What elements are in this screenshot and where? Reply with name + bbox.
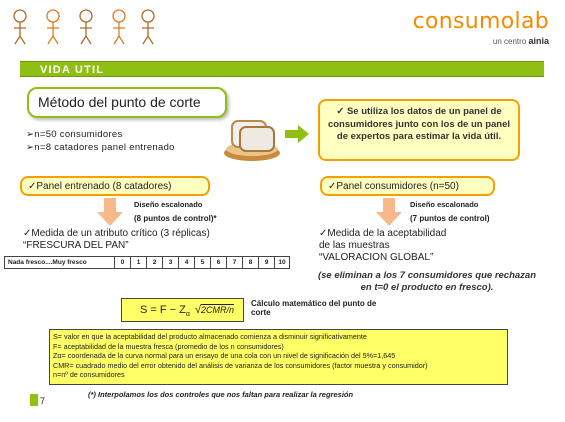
scale-value: 0	[115, 257, 131, 268]
formula-radicand: 2CMR/n	[201, 305, 235, 315]
bullet-text: n=50 consumidores	[34, 129, 123, 140]
sample-bullet-list	[26, 128, 175, 154]
control-points-text: (7 puntos de control)	[410, 214, 490, 223]
section-header-bar: VIDA UTIL	[20, 61, 544, 77]
page-number: 7	[40, 396, 46, 406]
consumer-panel-tag: ✓Panel consumidores (n=50)	[320, 176, 495, 196]
consumolab-logo	[413, 10, 549, 46]
down-arrow-icon	[376, 198, 402, 226]
left-measure-text	[23, 228, 210, 252]
scale-value: 7	[227, 257, 243, 268]
freshness-scale	[4, 256, 290, 269]
left-design-label	[134, 200, 217, 223]
legend-line: S= valor en que la aceptabilidad del producto almacenado comienza a disminuir significativamente	[53, 332, 367, 341]
method-title-box: Método del punto de corte	[27, 87, 227, 118]
formula-subscript: α	[185, 311, 190, 319]
measure-line: “VALORACION GLOBAL”	[319, 252, 434, 263]
legend-line: CMR= cuadrado medio del error obtenido del análisis de varianza de los consumidores (factor muestra y consumidor)	[53, 360, 428, 370]
scale-value: 5	[195, 257, 211, 268]
scale-label: Nada fresco....Muy fresco	[5, 257, 115, 268]
formula-caption	[251, 299, 376, 317]
scale-value: 6	[211, 257, 227, 268]
scale-value: 10	[278, 259, 286, 266]
formula-expr: S = F − Z	[140, 304, 186, 316]
caption-line: corte	[251, 308, 271, 317]
scale-value: 8	[243, 257, 259, 268]
right-design-label	[410, 200, 490, 223]
sqrt-icon: √	[194, 304, 202, 316]
logo-subtitle	[413, 36, 549, 46]
right-measure-text	[319, 228, 446, 264]
scale-value: 3	[163, 257, 179, 268]
legend-line: Zα= coordenada de la curva normal para un ensayo de una cola con un nivel de significación del 5%=1,645	[53, 351, 396, 360]
measure-line: ✓Medida de la aceptabilidad	[319, 228, 447, 239]
measure-line: de las muestras	[319, 240, 390, 251]
exclusion-note: (se eliminan a los 7 consumidores que rechazan en t=0 el producto en fresco).	[317, 270, 537, 293]
trained-panel-tag: ✓Panel entrenado (8 catadores)	[20, 176, 210, 196]
scale-value: 4	[179, 257, 195, 268]
panel-info-box: ✓ Se utiliza los datos de un panel de consumidores junto con los de un panel de expertos para estimar la vida útil.	[318, 99, 520, 161]
bullet-item: ➢n=50 consumidores	[26, 129, 123, 140]
formula-box	[121, 298, 244, 322]
measure-line: “FRESCURA DEL PAN”	[23, 240, 129, 251]
legend-line: n=nº de consumidores	[53, 370, 125, 379]
scale-value: 1	[131, 257, 147, 268]
bullet-text: n=8 catadores panel entrenado	[34, 142, 175, 153]
formula-legend-box	[49, 329, 508, 385]
legend-line: F= aceptabilidad de la muestra fresca (promedio de los n consumidores)	[53, 341, 284, 351]
right-arrow-icon	[285, 125, 309, 143]
design-text: Diseño escalonado	[134, 200, 203, 209]
measure-line: ✓Medida de un atributo crítico (3 réplicas)	[23, 228, 210, 239]
scale-value: 9	[259, 257, 275, 268]
logo-main-text: consumolab	[412, 9, 549, 34]
logo-sub-prefix: un centro	[492, 37, 529, 46]
design-text: Diseño escalonado	[410, 200, 479, 209]
footnote: (*) Interpolamos los dos controles que nos faltan para realizar la regresión	[88, 390, 354, 399]
down-arrow-icon	[97, 198, 123, 226]
page-marker-icon	[30, 394, 38, 406]
bread-image	[222, 115, 282, 163]
control-points-text: (8 puntos de control)*	[134, 214, 217, 223]
scale-value: 2	[147, 257, 163, 268]
logo-sub-brand: ainia	[528, 36, 549, 46]
bullet-item: ➢n=8 catadores panel entrenado	[26, 142, 175, 153]
people-figures-icon	[8, 6, 158, 46]
caption-line: Cálculo matemático del punto de	[251, 299, 377, 308]
